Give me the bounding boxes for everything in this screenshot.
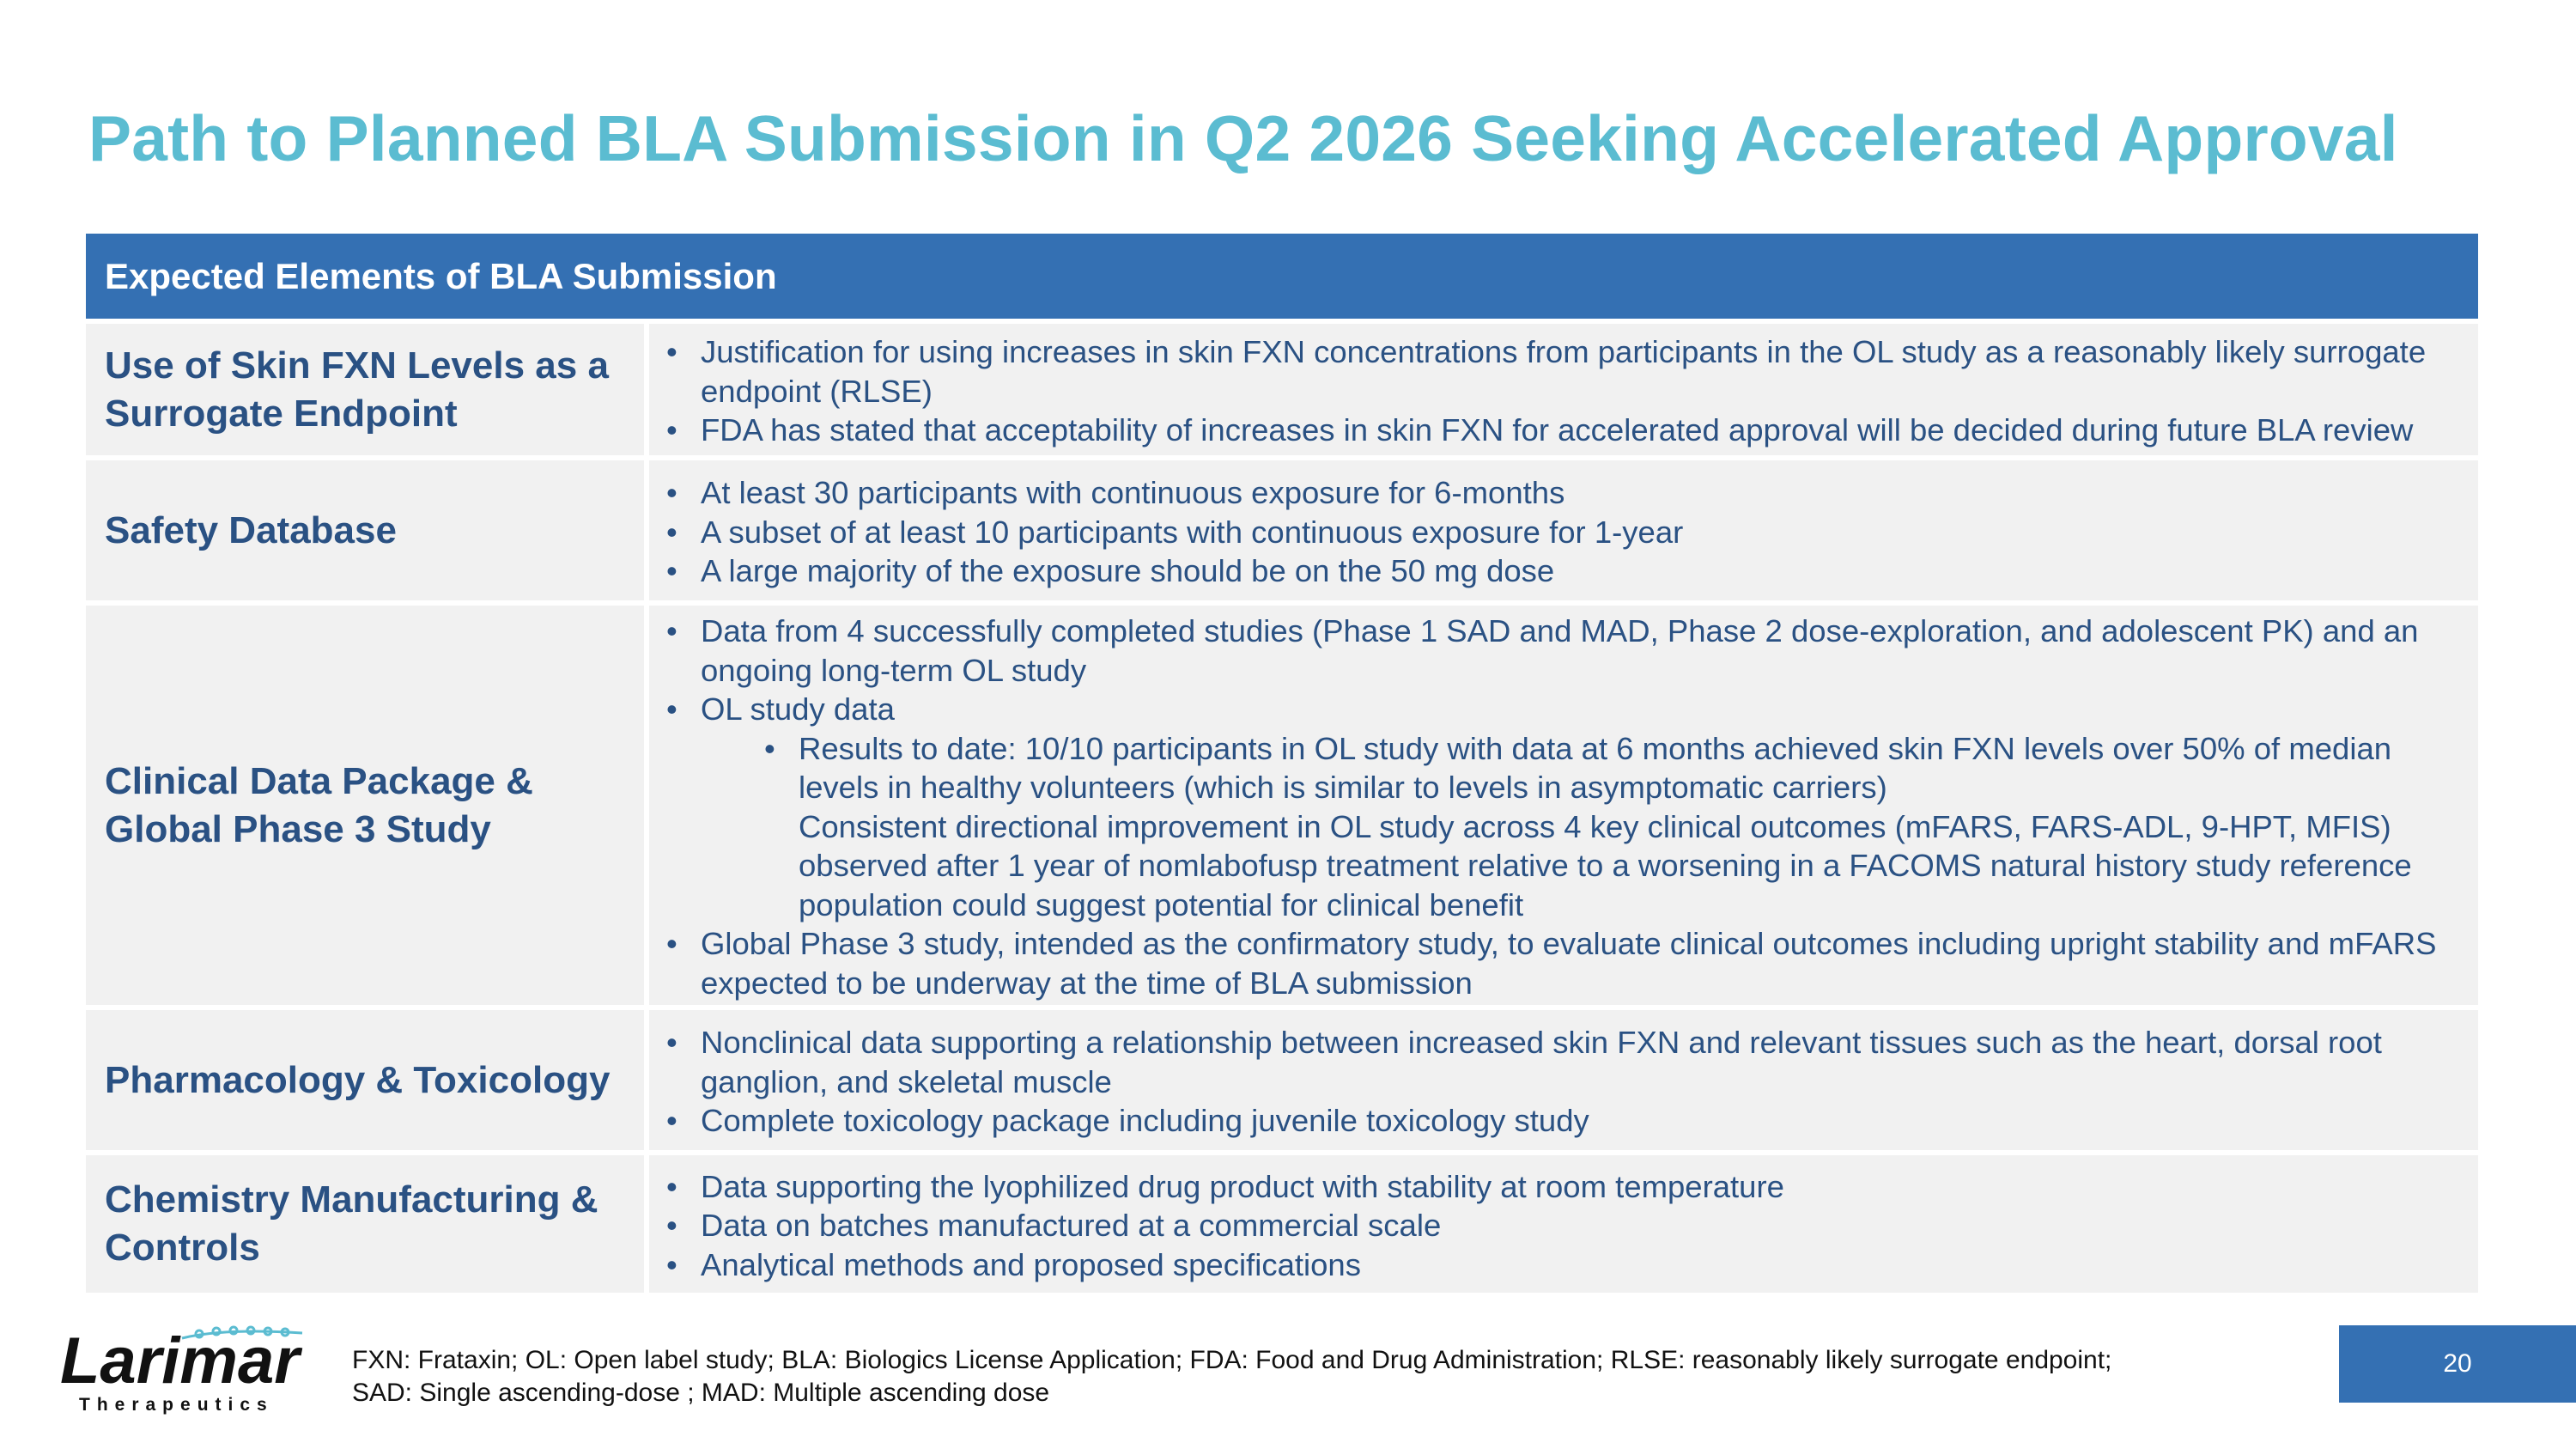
bullet-item: • Global Phase 3 study, intended as the confirmatory study, to evaluate clinical outcomes including upright stability and mFARS expected to be underway at the time of BLA submission bbox=[666, 924, 2470, 1002]
table-row-safety-database bbox=[86, 460, 2478, 600]
row-content bbox=[649, 606, 2478, 1005]
larimar-logo bbox=[53, 1321, 311, 1416]
bla-elements-table bbox=[86, 234, 2478, 1293]
row-label-line: Clinical Data Package & bbox=[105, 759, 533, 802]
row-label bbox=[86, 324, 644, 455]
row-label-line: Safety Database bbox=[105, 508, 397, 551]
row-label bbox=[86, 1155, 644, 1293]
table-header: Expected Elements of BLA Submission bbox=[86, 234, 2478, 319]
row-label-line: Surrogate Endpoint bbox=[105, 392, 458, 435]
bullet-item: • A large majority of the exposure should be on the 50 mg dose bbox=[666, 551, 2470, 591]
bullet-item: • A subset of at least 10 participants with continuous exposure for 1-year bbox=[666, 513, 2470, 552]
bullet-item: • Nonclinical data supporting a relationship between increased skin FXN and relevant tissues such as the heart, dorsal root ganglion, and skeletal muscle bbox=[666, 1023, 2470, 1101]
bullet-item: • Data supporting the lyophilized drug product with stability at room temperature bbox=[666, 1167, 2470, 1207]
bullet-item: • Data on batches manufactured at a commercial scale bbox=[666, 1206, 2470, 1245]
row-content bbox=[649, 1010, 2478, 1150]
logo-tagline: Therapeutics bbox=[79, 1395, 274, 1415]
table-row-pharmacology bbox=[86, 1010, 2478, 1150]
page-number: 20 bbox=[2339, 1325, 2576, 1403]
bullet-item: • FDA has stated that acceptability of increases in skin FXN for accelerated approval will be decided during future BLA review bbox=[666, 411, 2470, 450]
bullet-item: • OL study data bbox=[666, 690, 2470, 729]
row-label bbox=[86, 606, 644, 1005]
bullet-item: • Complete toxicology package including juvenile toxicology study bbox=[666, 1101, 2470, 1141]
bullet-item: • Analytical methods and proposed specifications bbox=[666, 1245, 2470, 1285]
row-label-line: Controls bbox=[105, 1227, 260, 1269]
row-label-line: Chemistry Manufacturing & bbox=[105, 1178, 598, 1221]
table-row-clinical-data bbox=[86, 606, 2478, 1005]
row-label-line: Pharmacology & Toxicology bbox=[105, 1058, 611, 1101]
sub-bullet-continuation: Consistent directional improvement in OL study across 4 key clinical outcomes (mFARS, FARS-ADL, 9-HPT, MFIS) observed after 1 year of nomlabofusp treatment relative to a worsening in a FACOMS natural history study reference population could suggest potential for clinical benefit bbox=[799, 808, 2412, 922]
footnote bbox=[352, 1344, 2111, 1409]
row-content bbox=[649, 1155, 2478, 1293]
logo-wordmark: Larimar bbox=[60, 1324, 300, 1397]
row-label-line: Global Phase 3 Study bbox=[105, 807, 491, 850]
row-label-line: Use of Skin FXN Levels as a bbox=[105, 344, 609, 387]
slide-title: Path to Planned BLA Submission in Q2 2026 Seeking Accelerated Approval bbox=[88, 102, 2398, 174]
footnote-line: SAD: Single ascending-dose ; MAD: Multiple ascending dose bbox=[352, 1379, 1050, 1407]
table-row-cmc bbox=[86, 1155, 2478, 1293]
footnote-line: FXN: Frataxin; OL: Open label study; BLA: Biologics License Application; FDA: Food and Drug Administration; RLSE: reasonably likely surrogate endpoint; bbox=[352, 1346, 2112, 1374]
table-row-surrogate-endpoint bbox=[86, 324, 2478, 455]
sub-bullet-item: • Results to date: 10/10 participants in OL study with data at 6 months achieved skin FXN levels over 50% of median levels in healthy volunteers (which is similar to levels in asymptomatic carriers) bbox=[666, 729, 2470, 807]
row-label bbox=[86, 1010, 644, 1150]
bullet-item: • At least 30 participants with continuous exposure for 6-months bbox=[666, 473, 2470, 513]
row-content bbox=[649, 460, 2478, 600]
bullet-item: • Data from 4 successfully completed studies (Phase 1 SAD and MAD, Phase 2 dose-exploration, and adolescent PK) and an ongoing long-term OL study bbox=[666, 612, 2470, 690]
row-content bbox=[649, 324, 2478, 455]
row-label bbox=[86, 460, 644, 600]
bullet-item: • Justification for using increases in skin FXN concentrations from participants in the OL study as a reasonably likely surrogate endpoint (RLSE) bbox=[666, 332, 2470, 411]
